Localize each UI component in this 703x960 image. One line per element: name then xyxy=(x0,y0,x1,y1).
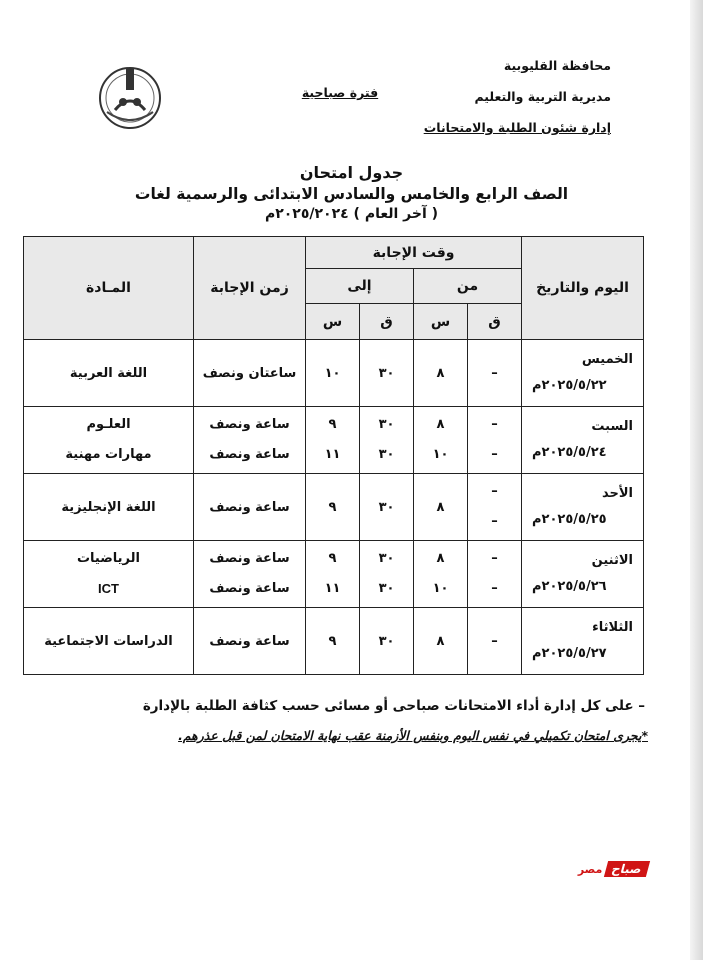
exam-date: ٢٠٢٥/٥/٢٢م xyxy=(532,378,607,393)
to-minute-cell xyxy=(360,541,414,608)
line-value: ١٠ xyxy=(432,447,449,462)
line-value: ٨ xyxy=(436,417,445,432)
day-date-cell xyxy=(522,340,644,407)
day-date-cell xyxy=(522,407,644,474)
line-value: – xyxy=(491,551,498,566)
day-date-cell xyxy=(522,474,644,541)
header-to-minute: ق xyxy=(360,304,414,340)
duration-cell: ساعتان ونصف xyxy=(194,340,306,407)
table-row xyxy=(24,541,644,608)
ministry-logo xyxy=(95,60,165,130)
exam-date: ٢٠٢٥/٥/٢٥م xyxy=(532,512,607,527)
table-row xyxy=(24,608,644,675)
line-value: – xyxy=(491,581,498,596)
to-minute-cell: ٣٠ xyxy=(360,474,414,541)
day-name: الثلاثاء xyxy=(592,620,634,635)
header-subject: المـادة xyxy=(24,237,194,340)
from-hour-cell: ٨ xyxy=(414,340,468,407)
header-answer-time: وقت الإجابة xyxy=(306,237,522,269)
header-to: إلى xyxy=(306,269,414,304)
to-minute-cell: ٣٠ xyxy=(360,340,414,407)
line-value: ساعة ونصف xyxy=(209,417,290,432)
to-minute-cell: ٣٠ xyxy=(360,608,414,675)
from-hour-cell xyxy=(414,541,468,608)
title-line-1: جدول امتحان xyxy=(299,163,404,182)
note-admin-timing: – على كل إدارة أداء الامتحانات صباحى أو مسائى حسب كثافة الطلبة بالإدارة xyxy=(142,698,645,714)
line-value: ١١ xyxy=(324,447,341,462)
table-row xyxy=(24,340,644,407)
line-value: ٣٠ xyxy=(378,551,395,566)
day-name: الاثنين xyxy=(591,553,634,568)
from-minute-cell xyxy=(468,541,522,608)
brand-name: صباح xyxy=(604,861,650,877)
duration-cell xyxy=(194,407,306,474)
duration-cell: ساعة ونصف xyxy=(194,608,306,675)
duration-cell: ساعة ونصف xyxy=(194,474,306,541)
governorate-label: محافظة القليوبية xyxy=(503,58,611,73)
table-row xyxy=(24,407,644,474)
exam-schedule-table xyxy=(23,236,644,675)
line-value: ١٠ xyxy=(432,581,449,596)
line-value: العلـوم xyxy=(86,417,131,432)
line-value: ساعة ونصف xyxy=(209,551,290,566)
line-value: ٨ xyxy=(436,551,445,566)
line-value: – xyxy=(491,484,498,499)
page-edge-shadow xyxy=(690,0,703,960)
header-from-minute: ق xyxy=(468,304,522,340)
header-to-hour: س xyxy=(306,304,360,340)
line-value: مهارات مهنية xyxy=(65,447,152,462)
line-value: ١١ xyxy=(324,581,341,596)
header-from: من xyxy=(414,269,522,304)
line-value: – xyxy=(491,447,498,462)
day-name: الخميس xyxy=(581,352,634,367)
title-line-2: الصف الرابع والخامس والسادس الابتدائى والرسمية لغات xyxy=(134,185,569,203)
subject-cell: اللغة العربية xyxy=(24,340,194,407)
brand-watermark xyxy=(538,858,648,880)
subject-cell: الدراسات الاجتماعية xyxy=(24,608,194,675)
day-name: السبت xyxy=(591,419,634,434)
subject-cell xyxy=(24,407,194,474)
subject-cell xyxy=(24,541,194,608)
exam-date: ٢٠٢٥/٥/٢٧م xyxy=(532,646,607,661)
directorate-label: مديرية التربية والتعليم xyxy=(474,89,611,104)
header-duration: زمن الإجابة xyxy=(194,237,306,340)
day-name: الأحد xyxy=(602,486,634,501)
line-value: ٩ xyxy=(328,417,337,432)
to-hour-cell xyxy=(306,407,360,474)
to-hour-cell: ١٠ xyxy=(306,340,360,407)
to-hour-cell: ٩ xyxy=(306,474,360,541)
header-day-date: اليوم والتاريخ xyxy=(522,237,644,340)
day-date-cell xyxy=(522,608,644,675)
brand-suffix: مصر xyxy=(577,862,603,876)
subject-cell: اللغة الإنجليزية xyxy=(24,474,194,541)
line-value: الرياضيات xyxy=(76,551,140,566)
from-minute-cell xyxy=(468,407,522,474)
exam-date: ٢٠٢٥/٥/٢٦م xyxy=(532,579,607,594)
line-value: ٣٠ xyxy=(378,447,395,462)
line-value: ٣٠ xyxy=(378,417,395,432)
note-makeup-exam: *يجرى امتحان تكميلي في نفس اليوم وبنفس الأزمنة عقب نهاية الامتحان لمن قبل عذرهم. xyxy=(178,728,648,743)
line-value: ٩ xyxy=(328,551,337,566)
from-hour-cell: ٨ xyxy=(414,474,468,541)
letterhead xyxy=(351,50,611,143)
title-line-3: ( آخر العام ) ٢٠٢٥/٢٠٢٤م xyxy=(264,206,439,222)
to-hour-cell xyxy=(306,541,360,608)
header-from-hour: س xyxy=(414,304,468,340)
document-title xyxy=(0,163,703,223)
day-date-cell xyxy=(522,541,644,608)
period-label: فترة صباحية xyxy=(301,85,379,100)
department-label: إدارة شئون الطلبة والامتحانات xyxy=(423,120,611,135)
line-value: ساعة ونصف xyxy=(209,581,290,596)
exam-date: ٢٠٢٥/٥/٢٤م xyxy=(532,445,607,460)
line-value: – xyxy=(491,514,498,529)
to-minute-cell xyxy=(360,407,414,474)
line-value: – xyxy=(491,417,498,432)
from-minute-cell xyxy=(468,474,522,541)
line-value: ٣٠ xyxy=(378,581,395,596)
to-hour-cell: ٩ xyxy=(306,608,360,675)
from-hour-cell: ٨ xyxy=(414,608,468,675)
duration-cell xyxy=(194,541,306,608)
from-minute-cell: – xyxy=(468,340,522,407)
line-value: ICT xyxy=(98,581,119,596)
table-row xyxy=(24,474,644,541)
from-minute-cell: – xyxy=(468,608,522,675)
line-value: ساعة ونصف xyxy=(209,447,290,462)
from-hour-cell xyxy=(414,407,468,474)
